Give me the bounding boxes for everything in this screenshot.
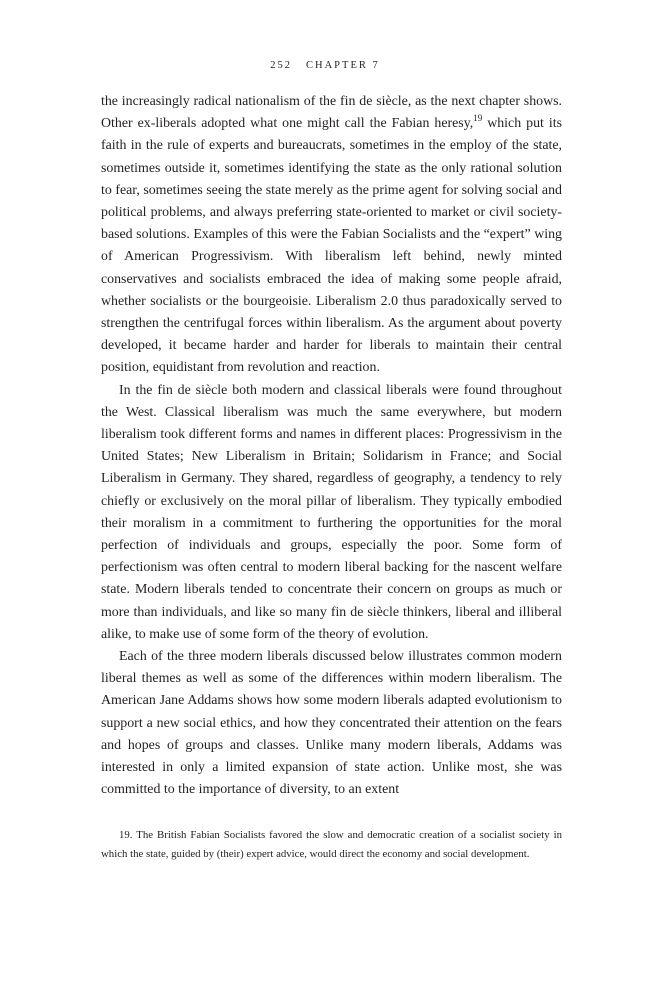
paragraph-2: In the fin de siècle both modern and classical liberals were found throughout the West. Classical liberalism was much the same everywhere, but modern liberalism took different forms and names in different places: Progressivism in the United States; New Liberalism in Britain; Solidarism in France; and Social Liberalism in Germany. They shared, regardless of geography, a tendency to rely chiefly or exclusively on the moral pillar of liberalism. They typically embodied their moralism in a commitment to furthering the opportunities for the moral perfection of individuals and groups, especially the poor. Some form of perfectionism was often central to modern liberal backing for the nascent welfare state. Modern liberals tended to concentrate their concern on groups as much or more than individuals, and like so many fin de siècle thinkers, liberal and illiberal alike, to make use of some form of the theory of evolution.: [101, 382, 562, 642]
paragraph-1-part-b: which put its faith in the rule of experts and bureaucrats, sometimes in the employ of the state, sometimes outside it, sometimes identifying the state as the only rational solution to fear, sometimes seeing the state merely as the prime agent for solving social and political problems, and always preferring state-oriented to market or civil society-based solutions. Examples of this were the Fabian Socialists and the “expert” wing of American Progressivism. With liberalism left behind, newly minted conservatives and socialists embraced the idea of making some people afraid, whether socialists or the bourgeoisie. Liberalism 2.0 thus paradoxically served to strengthen the centrifugal forces within liberalism. As the argument about poverty developed, it became harder and harder for liberals to maintain their central position, equidistant from revolution and reaction.: [101, 116, 562, 376]
footnote-ref-19[interactable]: 19: [473, 113, 483, 124]
paragraph-3: Each of the three modern liberals discussed below illustrates common modern liberal themes as well as some of the differences within modern liberalism. The American Jane Addams shows how some modern liberals adapted evolutionism to support a new social ethics, and how they concentrated their attention on the fears and hopes of groups and classes. Unlike many modern liberals, Addams was interested in only a limited expansion of state action. Unlike most, she was committed to the importance of diversity, to an extent: [101, 649, 562, 798]
footnote-text: 19. The British Fabian Socialists favored the slow and democratic creation of a socialist society in which the state, guided by (their) expert advice, would direct the economy and social development.: [101, 829, 562, 860]
footnote-19: [101, 826, 562, 864]
running-head: [0, 60, 650, 71]
body-text: [101, 91, 562, 802]
page-number: 252: [270, 60, 293, 71]
paragraph-1-part-a: the increasingly radical nationalism of the fin de siècle, as the next chapter shows. Other ex-liberals adopted what one might call the Fabian heresy,: [101, 94, 562, 132]
paragraph-1: [101, 91, 562, 380]
chapter-label: CHAPTER 7: [306, 60, 380, 71]
